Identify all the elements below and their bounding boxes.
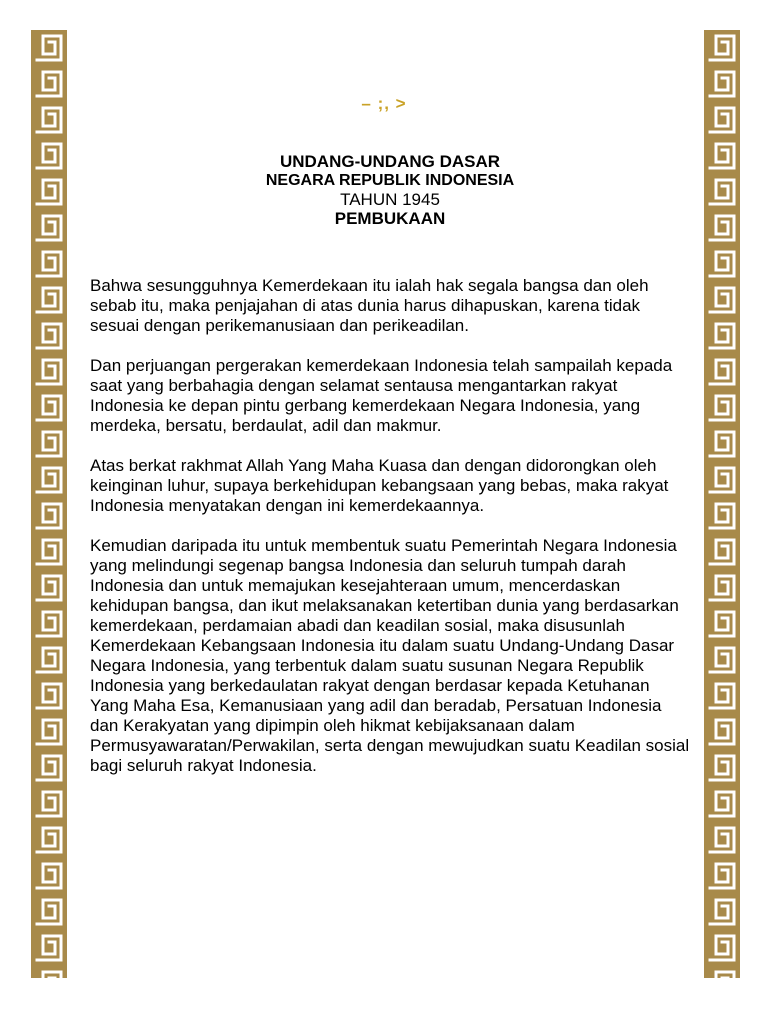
- ornament-mark: – ;, >: [361, 94, 407, 113]
- heading-section: PEMBUKAAN: [334, 209, 446, 228]
- document-heading: [0, 152, 768, 228]
- preamble-body: [90, 276, 690, 796]
- paragraph-1: Bahwa sesungguhnya Kemerdekaan itu ialah hak segala bangsa dan oleh sebab itu, maka penjajahan di atas dunia harus dihapuskan, karena tidak sesuai dengan perikemanusiaan dan perikeadilan.: [90, 276, 649, 335]
- heading-title: UNDANG-UNDANG DASAR: [279, 152, 501, 171]
- heading-year: TAHUN 1945: [340, 190, 440, 209]
- paragraph-3: Atas berkat rakhmat Allah Yang Maha Kuasa dan dengan didorongkan oleh keinginan luhur, supaya berkehidupan kebangsaan yang bebas, maka rakyat Indonesia menyatakan dengan ini kemerdekaannya.: [90, 456, 669, 515]
- paragraph-2: Dan perjuangan pergerakan kemerdekaan Indonesia telah sampailah kepada saat yang berbahagia dengan selamat sentausa mengantarkan rakyat Indonesia ke depan pintu gerbang kemerdekaan Negara Indonesia, yang merdeka, bersatu, berdaulat, adil dan makmur.: [90, 356, 673, 435]
- heading-subtitle: NEGARA REPUBLIK INDONESIA: [265, 172, 515, 189]
- paragraph-4: Kemudian daripada itu untuk membentuk suatu Pemerintah Negara Indonesia yang melindungi segenap bangsa Indonesia dan seluruh tumpah darah Indonesia dan untuk memajukan kesejahteraan umum, mencerdaskan kehidupan bangsa, dan ikut melaksanakan ketertiban dunia yang berdasarkan kemerdekaan, perdamaian abadi dan keadilan sosial, maka disusunlah Kemerdekaan Kebangsaan Indonesia itu dalam suatu Undang-Undang Dasar Negara Indonesia, yang terbentuk dalam suatu susunan Negara Republik Indonesia yang berkedaulatan rakyat dengan berdasar kepada Ketuhanan Yang Maha Esa, Kemanusiaan yang adil dan beradab, Persatuan Indonesia dan Kerakyatan yang dipimpin oleh hikmat kebijaksanaan dalam Permusyawaratan/Perwakilan, serta dengan mewujudkan suatu Keadilan sosial bagi seluruh rakyat Indonesia.: [90, 536, 690, 775]
